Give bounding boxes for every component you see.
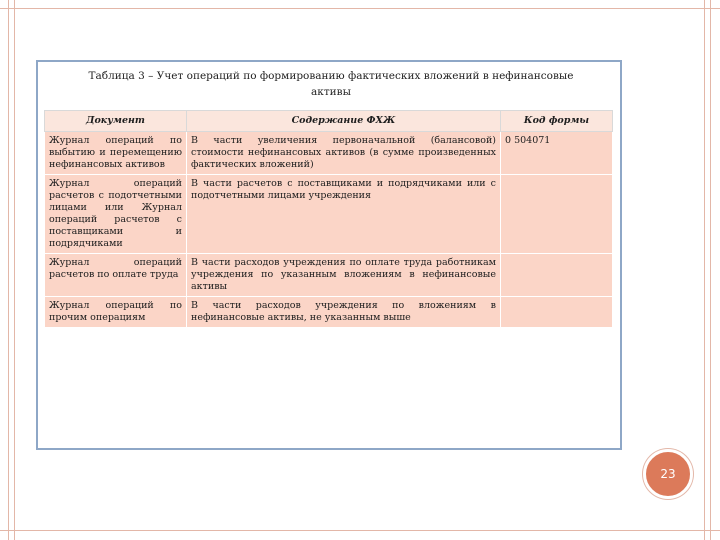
cell-content: В части увеличения первоначальной (балансовой) стоимости нефинансовых активов (в сумме произведенных фактических вложений) [187, 132, 501, 175]
cell-form-code [501, 175, 613, 254]
cell-document: Журнал операций расчетов по оплате труда [45, 254, 187, 297]
left-margin-line-inner [14, 0, 15, 540]
right-margin-line [704, 0, 705, 540]
cell-document: Журнал операций по прочим операциям [45, 297, 187, 328]
left-margin-line [8, 0, 9, 540]
cell-content: В части расчетов с поставщиками и подрядчиками или с подотчетными лицами учреждения [187, 175, 501, 254]
cell-form-code: 0 504071 [501, 132, 613, 175]
table-header-row [45, 111, 613, 132]
header-form-code: Код формы [501, 111, 613, 132]
page-number-badge: 23 [643, 449, 693, 499]
table-row [45, 132, 613, 175]
cell-content: В части расходов учреждения по вложениям в нефинансовые активы, не указанным выше [187, 297, 501, 328]
cell-form-code [501, 297, 613, 328]
table-title: Таблица 3 – Учет операций по формированию фактических вложений в нефинансовые активы [88, 70, 574, 98]
table-row [45, 175, 613, 254]
operations-table [44, 110, 613, 328]
slide-content-frame [36, 60, 622, 450]
top-margin-line [0, 8, 720, 9]
right-margin-line-outer [710, 0, 711, 540]
header-document: Документ [45, 111, 187, 132]
header-content: Содержание ФХЖ [187, 111, 501, 132]
cell-document: Журнал операций расчетов с подотчетными лицами или Журнал операций расчетов с поставщиками и подрядчиками [45, 175, 187, 254]
table-row [45, 254, 613, 297]
cell-content: В части расходов учреждения по оплате труда работникам учреждения по указанным вложениям в нефинансовые активы [187, 254, 501, 297]
bottom-margin-line [0, 530, 720, 531]
cell-document: Журнал операций по выбытию и перемещению нефинансовых активов [45, 132, 187, 175]
table-row [45, 297, 613, 328]
cell-form-code [501, 254, 613, 297]
